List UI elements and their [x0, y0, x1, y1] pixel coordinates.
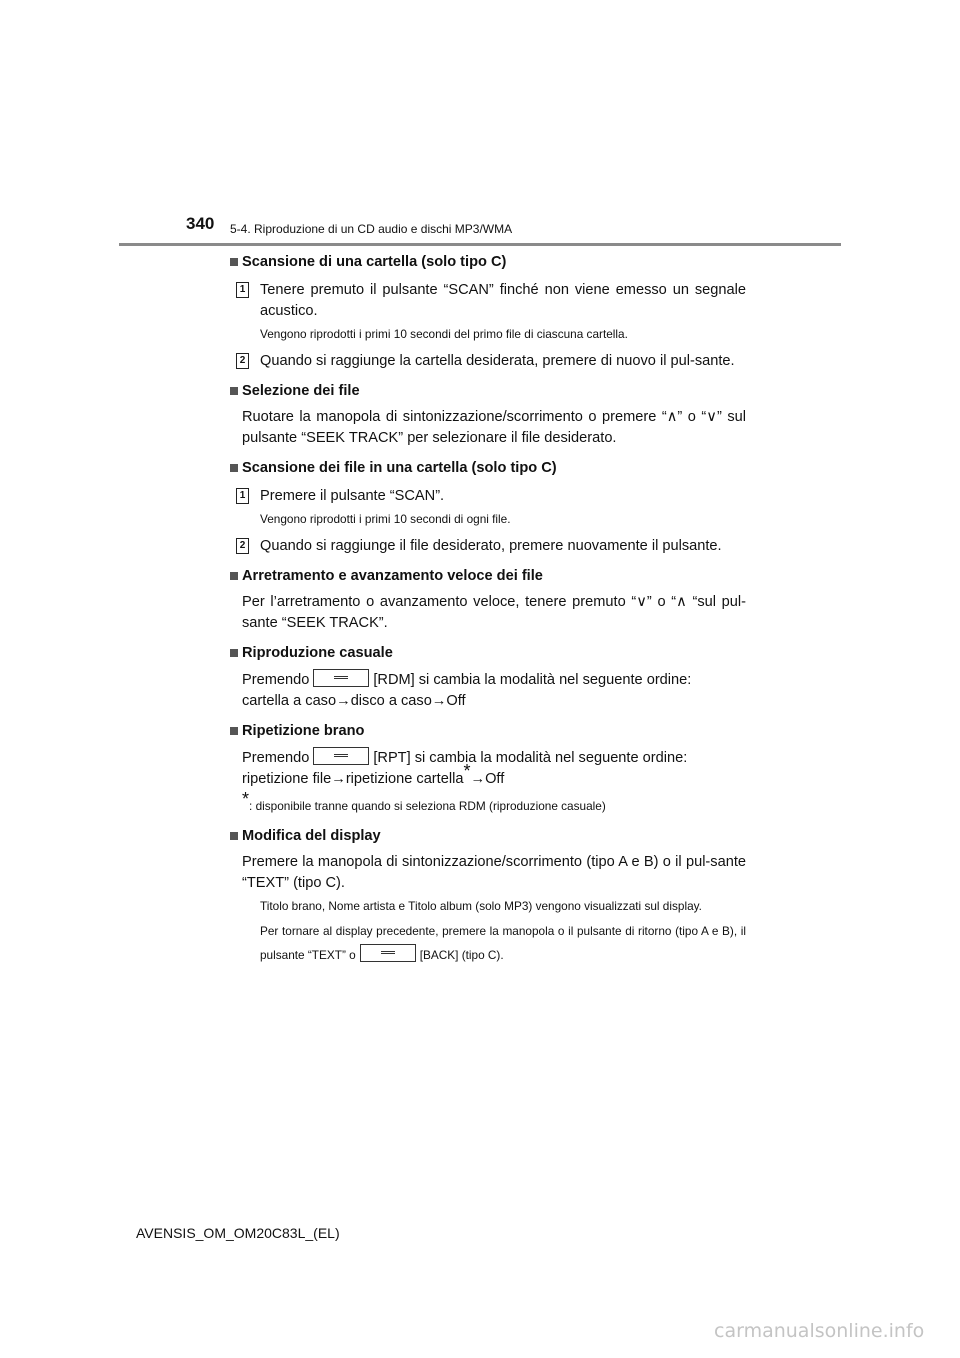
- paragraph: Ruotare la manopola di sintonizzazione/scorrimento o premere “∧” o “∨” sul pulsante “SEEK TRACK” per selezionare il file desiderato.: [242, 409, 746, 446]
- page-content: [230, 252, 746, 967]
- watermark: carmanualsonline.info: [714, 1320, 925, 1342]
- step-2: 2 Quando si raggiunge la cartella desiderata, premere di nuovo il pul-sante.: [230, 351, 746, 372]
- heading-random: Riproduzione casuale: [230, 643, 746, 664]
- step-1: 1 Tenere premuto il pulsante “SCAN” finché non viene emesso un segnale acustico.: [230, 280, 746, 322]
- paragraph: Premere la manopola di sintonizzazione/scorrimento (tipo A e B) o il pul-sante “TEXT” (tipo C).: [242, 854, 746, 891]
- button-icon: [313, 669, 369, 687]
- heading-fast-forward: Arretramento e avanzamento veloce dei file: [230, 566, 746, 587]
- note: Titolo brano, Nome artista e Titolo album (solo MP3) vengono visualizzati sul display.: [260, 899, 702, 913]
- button-line-icon: [381, 951, 395, 954]
- button-icon: [313, 747, 369, 765]
- button-line-icon: [334, 676, 348, 679]
- heading-folder-scan: Scansione di una cartella (solo tipo C): [230, 252, 746, 273]
- square-bullet-icon: [230, 387, 238, 395]
- step-2: 2 Quando si raggiunge il file desiderato, premere nuovamente il pulsante.: [230, 536, 746, 557]
- section-title: 5-4. Riproduzione di un CD audio e dischi MP3/WMA: [230, 222, 513, 236]
- square-bullet-icon: [230, 832, 238, 840]
- square-bullet-icon: [230, 572, 238, 580]
- heading-repeat: Ripetizione brano: [230, 721, 746, 742]
- button-line-icon: [334, 754, 348, 757]
- note: Vengono riprodotti i primi 10 secondi del primo file di ciascuna cartella.: [260, 327, 628, 341]
- heading-display: Modifica del display: [230, 826, 746, 847]
- square-bullet-icon: [230, 258, 238, 266]
- heading-file-select: Selezione dei file: [230, 381, 746, 402]
- step-number-2: 2: [236, 538, 249, 554]
- heading-file-scan: Scansione dei file in una cartella (solo tipo C): [230, 458, 746, 479]
- note: Vengono riprodotti i primi 10 secondi di ogni file.: [260, 512, 511, 526]
- square-bullet-icon: [230, 727, 238, 735]
- paragraph: Per l’arretramento o avanzamento veloce, tenere premuto “∨” o “∧ “sul pul-sante “SEEK TRACK”.: [242, 594, 746, 631]
- step-number-1: 1: [236, 282, 249, 298]
- paragraph: Premendo [RPT] si cambia la modalità nel seguente ordine: ripetizione file→ripetizione cartella*→Off: [230, 747, 746, 790]
- step-1: 1 Premere il pulsante “SCAN”.: [230, 486, 746, 507]
- footnote: *: disponibile tranne quando si seleziona RDM (riproduzione casuale): [242, 789, 606, 813]
- footer-code: AVENSIS_OM_OM20C83L_(EL): [136, 1225, 340, 1241]
- asterisk: *: [463, 761, 471, 782]
- square-bullet-icon: [230, 464, 238, 472]
- step-number-1: 1: [236, 488, 249, 504]
- button-icon: [360, 944, 416, 962]
- page-number: 340: [186, 214, 215, 233]
- paragraph: Premendo [RDM] si cambia la modalità nel seguente ordine: cartella a caso→disco a caso→Off: [230, 669, 746, 712]
- note: Per tornare al display precedente, premere la manopola o il pulsante di ritorno (tipo A e B), il pulsante “TEXT” o [BACK] (tipo C).: [260, 924, 746, 962]
- header-divider: [119, 243, 841, 246]
- step-number-2: 2: [236, 353, 249, 369]
- square-bullet-icon: [230, 649, 238, 657]
